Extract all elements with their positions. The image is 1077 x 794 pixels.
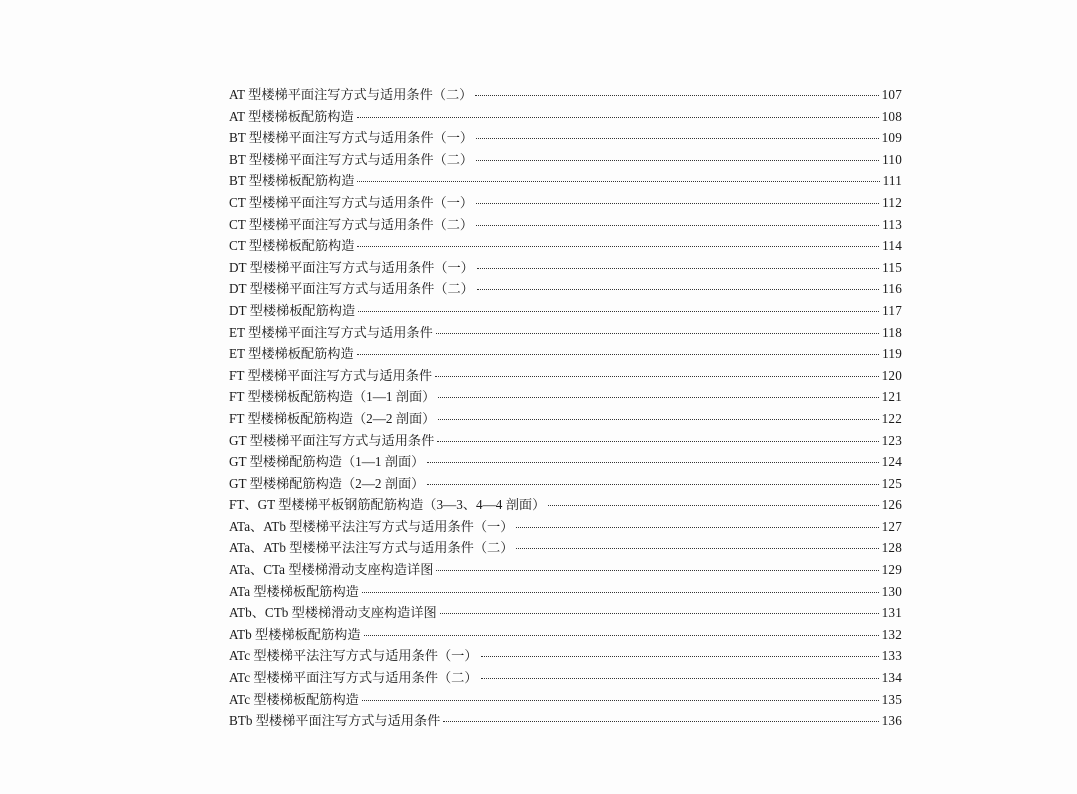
toc-entry[interactable] [229,689,902,711]
toc-entry-page-number: 123 [881,432,902,448]
toc-entry[interactable] [229,473,902,495]
toc-entry-title: GT 型楼梯配筋构造（2—2 剖面） [229,475,425,491]
toc-entry[interactable] [229,214,902,236]
dot-leader [443,720,878,722]
dot-leader [438,396,878,398]
toc-entry[interactable] [229,343,902,365]
toc-entry[interactable] [229,322,902,344]
toc-entry-page-number: 110 [882,151,902,167]
dot-leader [357,180,879,182]
toc-entry-page-number: 131 [881,605,902,621]
dot-leader [516,547,878,549]
dot-leader [440,612,879,614]
dot-leader [435,375,879,377]
toc-entry-page-number: 118 [882,324,902,340]
toc-entry-page-number: 111 [882,173,902,189]
toc-entry-title: ATc 型楼梯平面注写方式与适用条件（二） [229,670,478,686]
toc-entry[interactable] [229,537,902,559]
toc-entry-title: ATa、ATb 型楼梯平法注写方式与适用条件（二） [229,540,514,556]
toc-entry-title: BT 型楼梯平面注写方式与适用条件（二） [229,151,474,167]
toc-entry-page-number: 117 [882,302,902,318]
toc-entry-title: FT 型楼梯板配筋构造（2—2 剖面） [229,410,436,426]
toc-entry-page-number: 119 [882,346,902,362]
table-of-contents [229,84,902,732]
toc-entry-page-number: 113 [882,216,902,232]
toc-entry-page-number: 126 [881,497,902,513]
toc-entry-page-number: 128 [881,540,902,556]
toc-entry[interactable] [229,300,902,322]
dot-leader [481,677,879,679]
dot-leader [357,116,879,118]
toc-entry-page-number: 125 [881,475,902,491]
toc-entry[interactable] [229,602,902,624]
dot-leader [357,353,879,355]
toc-entry[interactable] [229,494,902,516]
dot-leader [477,267,879,269]
toc-entry-page-number: 107 [881,87,902,102]
toc-entry[interactable] [229,516,902,538]
toc-entry[interactable] [229,84,902,106]
toc-entry-title: ET 型楼梯平面注写方式与适用条件 [229,324,433,340]
toc-entry-title: ATc 型楼梯平法注写方式与适用条件（一） [229,648,478,664]
toc-entry-page-number: 120 [881,367,902,383]
toc-entry-title: ATa、CTa 型楼梯滑动支座构造详图 [229,562,434,578]
dot-leader [516,526,878,528]
toc-entry[interactable] [229,278,902,300]
toc-entry-title: ATc 型楼梯板配筋构造 [229,691,359,707]
dot-leader [436,569,878,571]
toc-entry-title: BTb 型楼梯平面注写方式与适用条件 [229,713,441,729]
toc-entry[interactable] [229,192,902,214]
toc-entry-page-number: 136 [881,713,902,729]
toc-entry[interactable] [229,149,902,171]
toc-entry-page-number: 121 [881,389,902,405]
toc-entry-title: FT 型楼梯平面注写方式与适用条件 [229,367,433,383]
dot-leader [437,440,878,442]
toc-entry-page-number: 134 [881,670,902,686]
dot-leader [476,224,879,226]
toc-entry-title: CT 型楼梯平面注写方式与适用条件（二） [229,216,474,232]
toc-entry-title: FT、GT 型楼梯平板钢筋配筋构造（3—3、4—4 剖面） [229,497,546,513]
toc-entry-title: FT 型楼梯板配筋构造（1—1 剖面） [229,389,436,405]
toc-entry-title: BT 型楼梯平面注写方式与适用条件（一） [229,130,474,146]
dot-leader [475,94,878,96]
dot-leader [357,245,879,247]
dot-leader [436,332,879,334]
toc-entry-title: DT 型楼梯板配筋构造 [229,302,356,318]
toc-entry-title: ATa 型楼梯板配筋构造 [229,583,359,599]
toc-entry-page-number: 115 [882,259,902,275]
toc-entry-page-number: 112 [882,194,902,210]
toc-entry[interactable] [229,667,902,689]
dot-leader [362,591,879,593]
toc-entry[interactable] [229,559,902,581]
toc-entry-title: GT 型楼梯配筋构造（1—1 剖面） [229,454,425,470]
toc-entry-title: ATb 型楼梯板配筋构造 [229,626,361,642]
toc-entry[interactable] [229,645,902,667]
toc-entry-page-number: 133 [881,648,902,664]
toc-entry-title: DT 型楼梯平面注写方式与适用条件（一） [229,259,474,275]
dot-leader [427,461,878,463]
dot-leader [438,418,878,420]
dot-leader [358,310,879,312]
toc-entry[interactable] [229,408,902,430]
toc-entry[interactable] [229,170,902,192]
toc-entry-page-number: 135 [881,691,902,707]
toc-entry-page-number: 108 [881,108,902,124]
dot-leader [427,483,878,485]
toc-entry[interactable] [229,430,902,452]
toc-entry-title: DT 型楼梯平面注写方式与适用条件（二） [229,281,474,297]
toc-entry[interactable] [229,257,902,279]
toc-entry-page-number: 122 [881,410,902,426]
toc-entry[interactable] [229,127,902,149]
toc-entry-page-number: 116 [882,281,902,297]
toc-entry[interactable] [229,710,902,732]
toc-entry[interactable] [229,624,902,646]
toc-entry[interactable] [229,235,902,257]
dot-leader [548,504,878,506]
dot-leader [481,655,879,657]
toc-entry[interactable] [229,451,902,473]
dot-leader [476,202,879,204]
toc-entry-title: AT 型楼梯平面注写方式与适用条件（二） [229,87,473,102]
dot-leader [476,137,879,139]
toc-entry-title: BT 型楼梯板配筋构造 [229,173,355,189]
dot-leader [477,288,879,290]
toc-entry-page-number: 124 [881,454,902,470]
toc-entry-page-number: 114 [882,238,902,254]
toc-entry-page-number: 129 [881,562,902,578]
toc-entry[interactable] [229,386,902,408]
toc-entry-title: CT 型楼梯平面注写方式与适用条件（一） [229,194,474,210]
toc-entry[interactable] [229,106,902,128]
toc-entry-title: CT 型楼梯板配筋构造 [229,238,355,254]
toc-entry-title: GT 型楼梯平面注写方式与适用条件 [229,432,435,448]
toc-entry-page-number: 132 [881,626,902,642]
dot-leader [476,159,879,161]
toc-entry-title: AT 型楼梯板配筋构造 [229,108,354,124]
toc-entry-title: ATa、ATb 型楼梯平法注写方式与适用条件（一） [229,518,514,534]
toc-entry-title: ET 型楼梯板配筋构造 [229,346,354,362]
dot-leader [364,634,879,636]
toc-entry[interactable] [229,365,902,387]
toc-entry[interactable] [229,581,902,603]
toc-entry-page-number: 109 [881,130,902,146]
toc-entry-page-number: 130 [881,583,902,599]
dot-leader [362,699,879,701]
toc-entry-title: ATb、CTb 型楼梯滑动支座构造详图 [229,605,437,621]
toc-entry-page-number: 127 [881,518,902,534]
